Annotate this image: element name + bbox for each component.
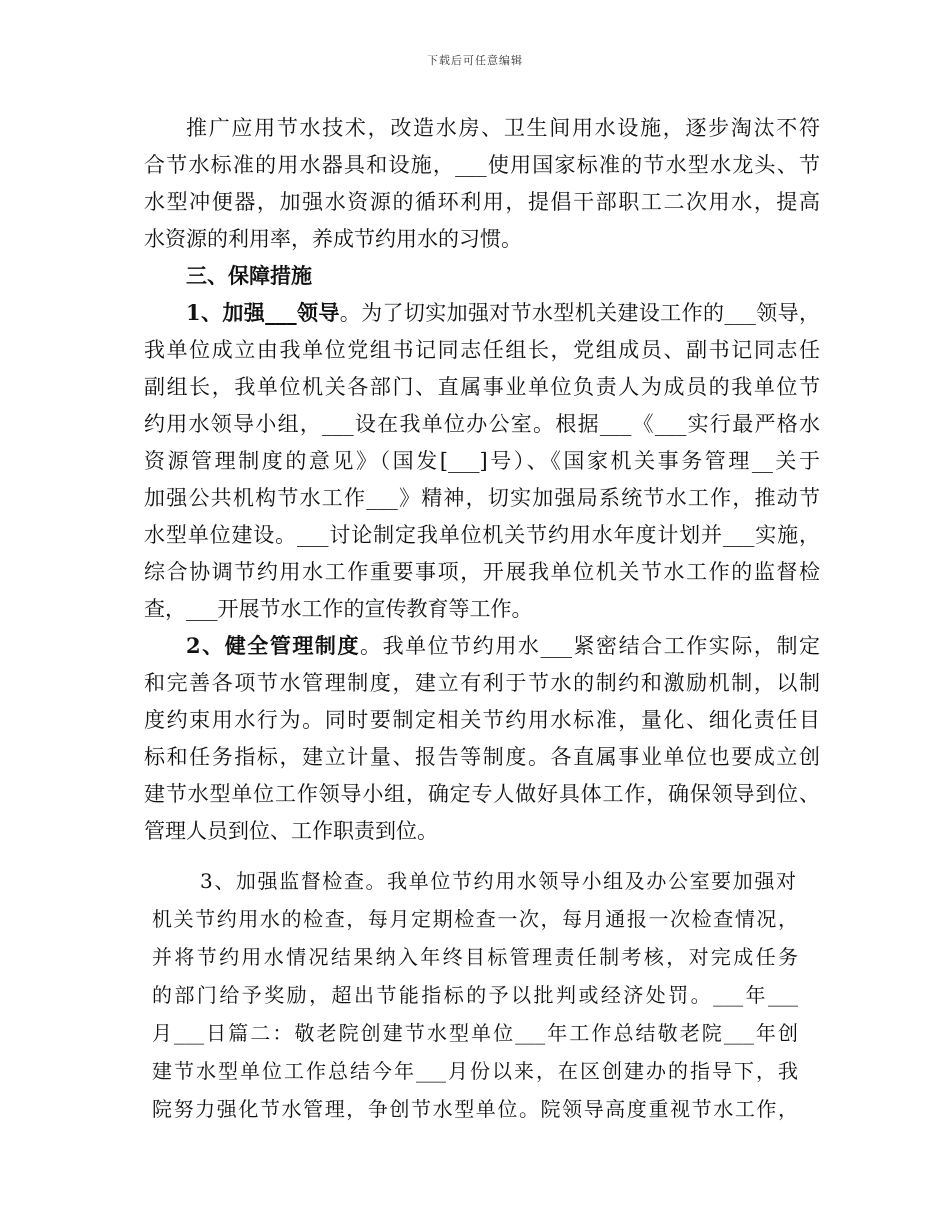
- item1-first-line: [186, 301, 820, 325]
- paragraph-line: 机关节约用水的检查，每月定期检查一次，每月通报一次检查情况，: [152, 907, 798, 931]
- paragraph-line: 3、加强监督检查。我单位节约用水领导小组及办公室要加强对: [200, 869, 796, 893]
- item2-first-text: 。我单位节约用水___紧密结合工作实际，制定: [360, 634, 820, 658]
- paragraph-line: 水资源的利用率，养成节约用水的习惯。: [144, 227, 522, 251]
- paragraph-line: 标和任务指标，建立计量、报告等制度。各直属事业单位也要成立创: [144, 745, 820, 769]
- page-header: 下载后可任意编辑: [427, 54, 523, 67]
- item1-first-text: 。为了切实加强对节水型机关建设工作的___领导，: [339, 301, 820, 325]
- paragraph-line: 综合协调节约用水工作重要事项，开展我单位机关节水工作的监督检: [144, 560, 820, 584]
- item1-title: 1、加强___领导: [186, 300, 340, 325]
- item2-title: 2、健全管理制度: [186, 633, 361, 658]
- paragraph-line: 查，___开展节水工作的宣传教育等工作。: [144, 597, 533, 621]
- paragraph-line: 管理人员到位、工作职责到位。: [144, 819, 438, 843]
- paragraph-line: 建节水型单位工作领导小组，确定专人做好具体工作，确保领导到位、: [144, 782, 820, 806]
- paragraph-line: 加强公共机构节水工作___》精神，切实加强局系统节水工作，推动节: [144, 486, 820, 510]
- paragraph-line: 的部门给予奖励，超出节能指标的予以批判或经济处罚。___年___: [152, 983, 798, 1007]
- paragraph-line: 我单位成立由我单位党组书记同志任组长，党组成员、副书记同志任: [144, 338, 820, 362]
- paragraph-line: 资源管理制度的意见》（国发[___]号）、《国家机关事务管理__关于: [144, 449, 820, 473]
- paragraph-line: 并将节约用水情况结果纳入年终目标管理责任制考核，对完成任务: [152, 945, 798, 969]
- paragraph-line: 月___日篇二：敬老院创建节水型单位___年工作总结敬老院___年创: [152, 1021, 798, 1045]
- item2-first-line: [186, 634, 820, 658]
- paragraph-line: 水型冲便器，加强水资源的循环利用，提倡干部职工二次用水，提高: [144, 190, 820, 214]
- section-heading: 三、保障措施: [186, 263, 312, 288]
- paragraph-line: 合节水标准的用水器具和设施，___使用国家标准的节水型水龙头、节: [144, 153, 820, 177]
- paragraph-line: 院努力强化节水管理，争创节水型单位。院领导高度重视节水工作，: [152, 1097, 798, 1121]
- paragraph-line: 约用水领导小组，___设在我单位办公室。根据___《___实行最严格水: [144, 412, 820, 436]
- paragraph-line: 度约束用水行为。同时要制定相关节约用水标准，量化、细化责任目: [144, 708, 820, 732]
- paragraph-line: 建节水型单位工作总结今年___月份以来，在区创建办的指导下，我: [152, 1059, 798, 1083]
- paragraph-line: 和完善各项节水管理制度，建立有利于节水的制约和激励机制，以制: [144, 671, 820, 695]
- paragraph-line: 副组长，我单位机关各部门、直属事业单位负责人为成员的我单位节: [144, 375, 820, 399]
- paragraph-line: 推广应用节水技术，改造水房、卫生间用水设施，逐步淘汰不符: [186, 116, 820, 140]
- paragraph-line: 水型单位建设。___讨论制定我单位机关节约用水年度计划并___实施，: [144, 523, 820, 547]
